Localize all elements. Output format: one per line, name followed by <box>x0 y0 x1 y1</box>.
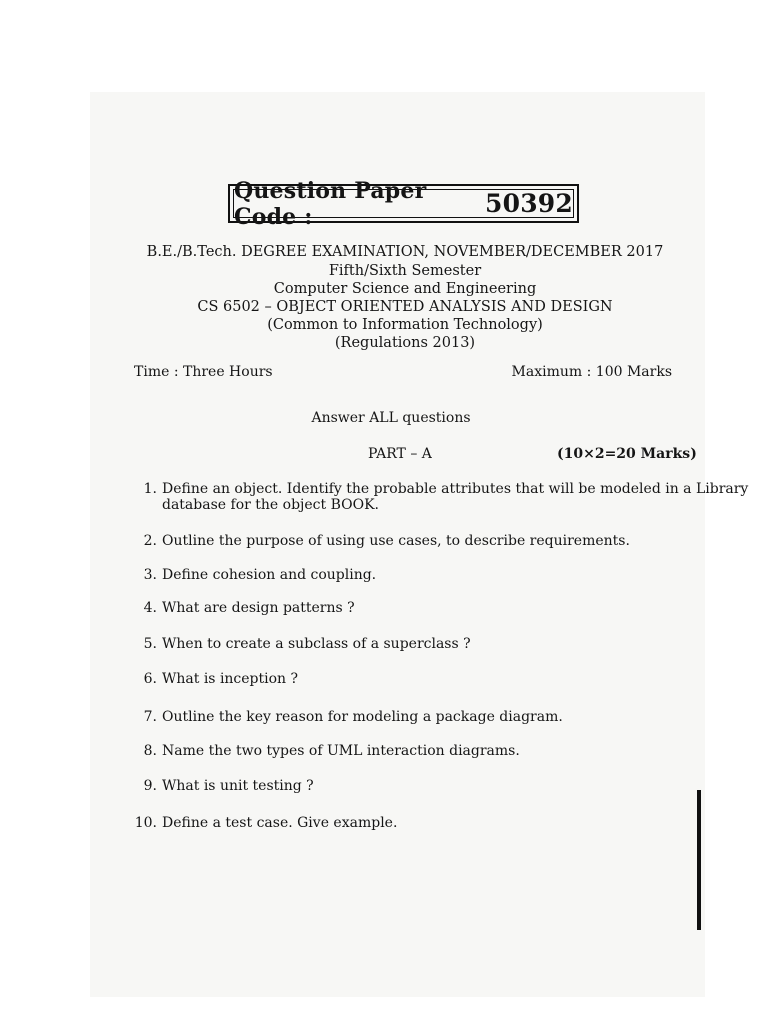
question-text: What is inception ? <box>162 671 299 687</box>
regulations: (Regulations 2013) <box>334 335 476 351</box>
question-item <box>130 671 670 687</box>
question-text: What are design patterns ? <box>162 600 355 616</box>
question-item <box>130 567 670 583</box>
question-item <box>130 600 670 616</box>
question-line <box>130 815 670 831</box>
scan-edge-mark <box>697 790 701 930</box>
course-title: CS 6502 – OBJECT ORIENTED ANALYSIS AND DESIGN <box>197 299 613 315</box>
question-line <box>130 743 670 759</box>
question-text: Outline the key reason for modeling a package diagram. <box>162 709 563 725</box>
question-line <box>130 778 670 794</box>
question-text: Outline the purpose of using use cases, to describe requirements. <box>162 533 630 549</box>
question-text: Name the two types of UML interaction diagrams. <box>162 743 520 759</box>
question-text: What is unit testing ? <box>162 778 314 794</box>
maximum-marks: Maximum : 100 Marks <box>511 364 672 380</box>
question-paper-code <box>233 177 574 230</box>
time-allowed: Time : Three Hours <box>134 364 273 380</box>
question-number: 3. <box>143 567 157 583</box>
question-line <box>130 636 670 652</box>
question-line <box>130 600 670 616</box>
question-paper-code-label: Question Paper Code : <box>234 177 427 230</box>
question-paper-code-box <box>228 177 579 230</box>
department: Computer Science and Engineering <box>273 281 537 297</box>
question-item <box>130 709 670 725</box>
exam-title: B.E./B.Tech. DEGREE EXAMINATION, NOVEMBER/DECEMBER 2017 <box>146 244 664 260</box>
question-item <box>130 815 670 831</box>
question-line <box>130 709 670 725</box>
question-item <box>130 743 670 759</box>
instructions: Answer ALL questions <box>311 410 471 426</box>
question-number: 8. <box>143 743 157 759</box>
question-text: Define cohesion and coupling. <box>162 567 377 583</box>
question-text: Define an object. Identify the probable attributes that will be modeled in a Library <box>162 481 749 497</box>
question-text: Define a test case. Give example. <box>162 815 398 831</box>
question-paper-code-number: 50392 <box>485 189 573 218</box>
part-marks: (10×2=20 Marks) <box>557 446 697 462</box>
question-text: When to create a subclass of a superclass ? <box>162 636 471 652</box>
part-label: PART – A <box>368 446 432 462</box>
question-number: 5. <box>143 636 157 652</box>
question-number: 2. <box>143 533 157 549</box>
question-number: 9. <box>143 778 157 794</box>
question-item <box>130 481 749 513</box>
question-item <box>130 778 670 794</box>
question-number: 7. <box>143 709 157 725</box>
question-number: 10. <box>134 815 157 831</box>
common-to: (Common to Information Technology) <box>267 317 543 333</box>
question-item <box>130 636 670 652</box>
question-line <box>130 481 749 497</box>
question-line <box>130 671 670 687</box>
question-line <box>130 567 670 583</box>
question-item <box>130 533 670 549</box>
time-marks-row <box>134 364 672 380</box>
question-number: 4. <box>143 600 157 616</box>
question-number: 1. <box>143 481 157 497</box>
question-number: 6. <box>143 671 157 687</box>
question-line <box>130 533 670 549</box>
question-text-continued: database for the object BOOK. <box>162 497 379 513</box>
semester: Fifth/Sixth Semester <box>328 263 482 279</box>
